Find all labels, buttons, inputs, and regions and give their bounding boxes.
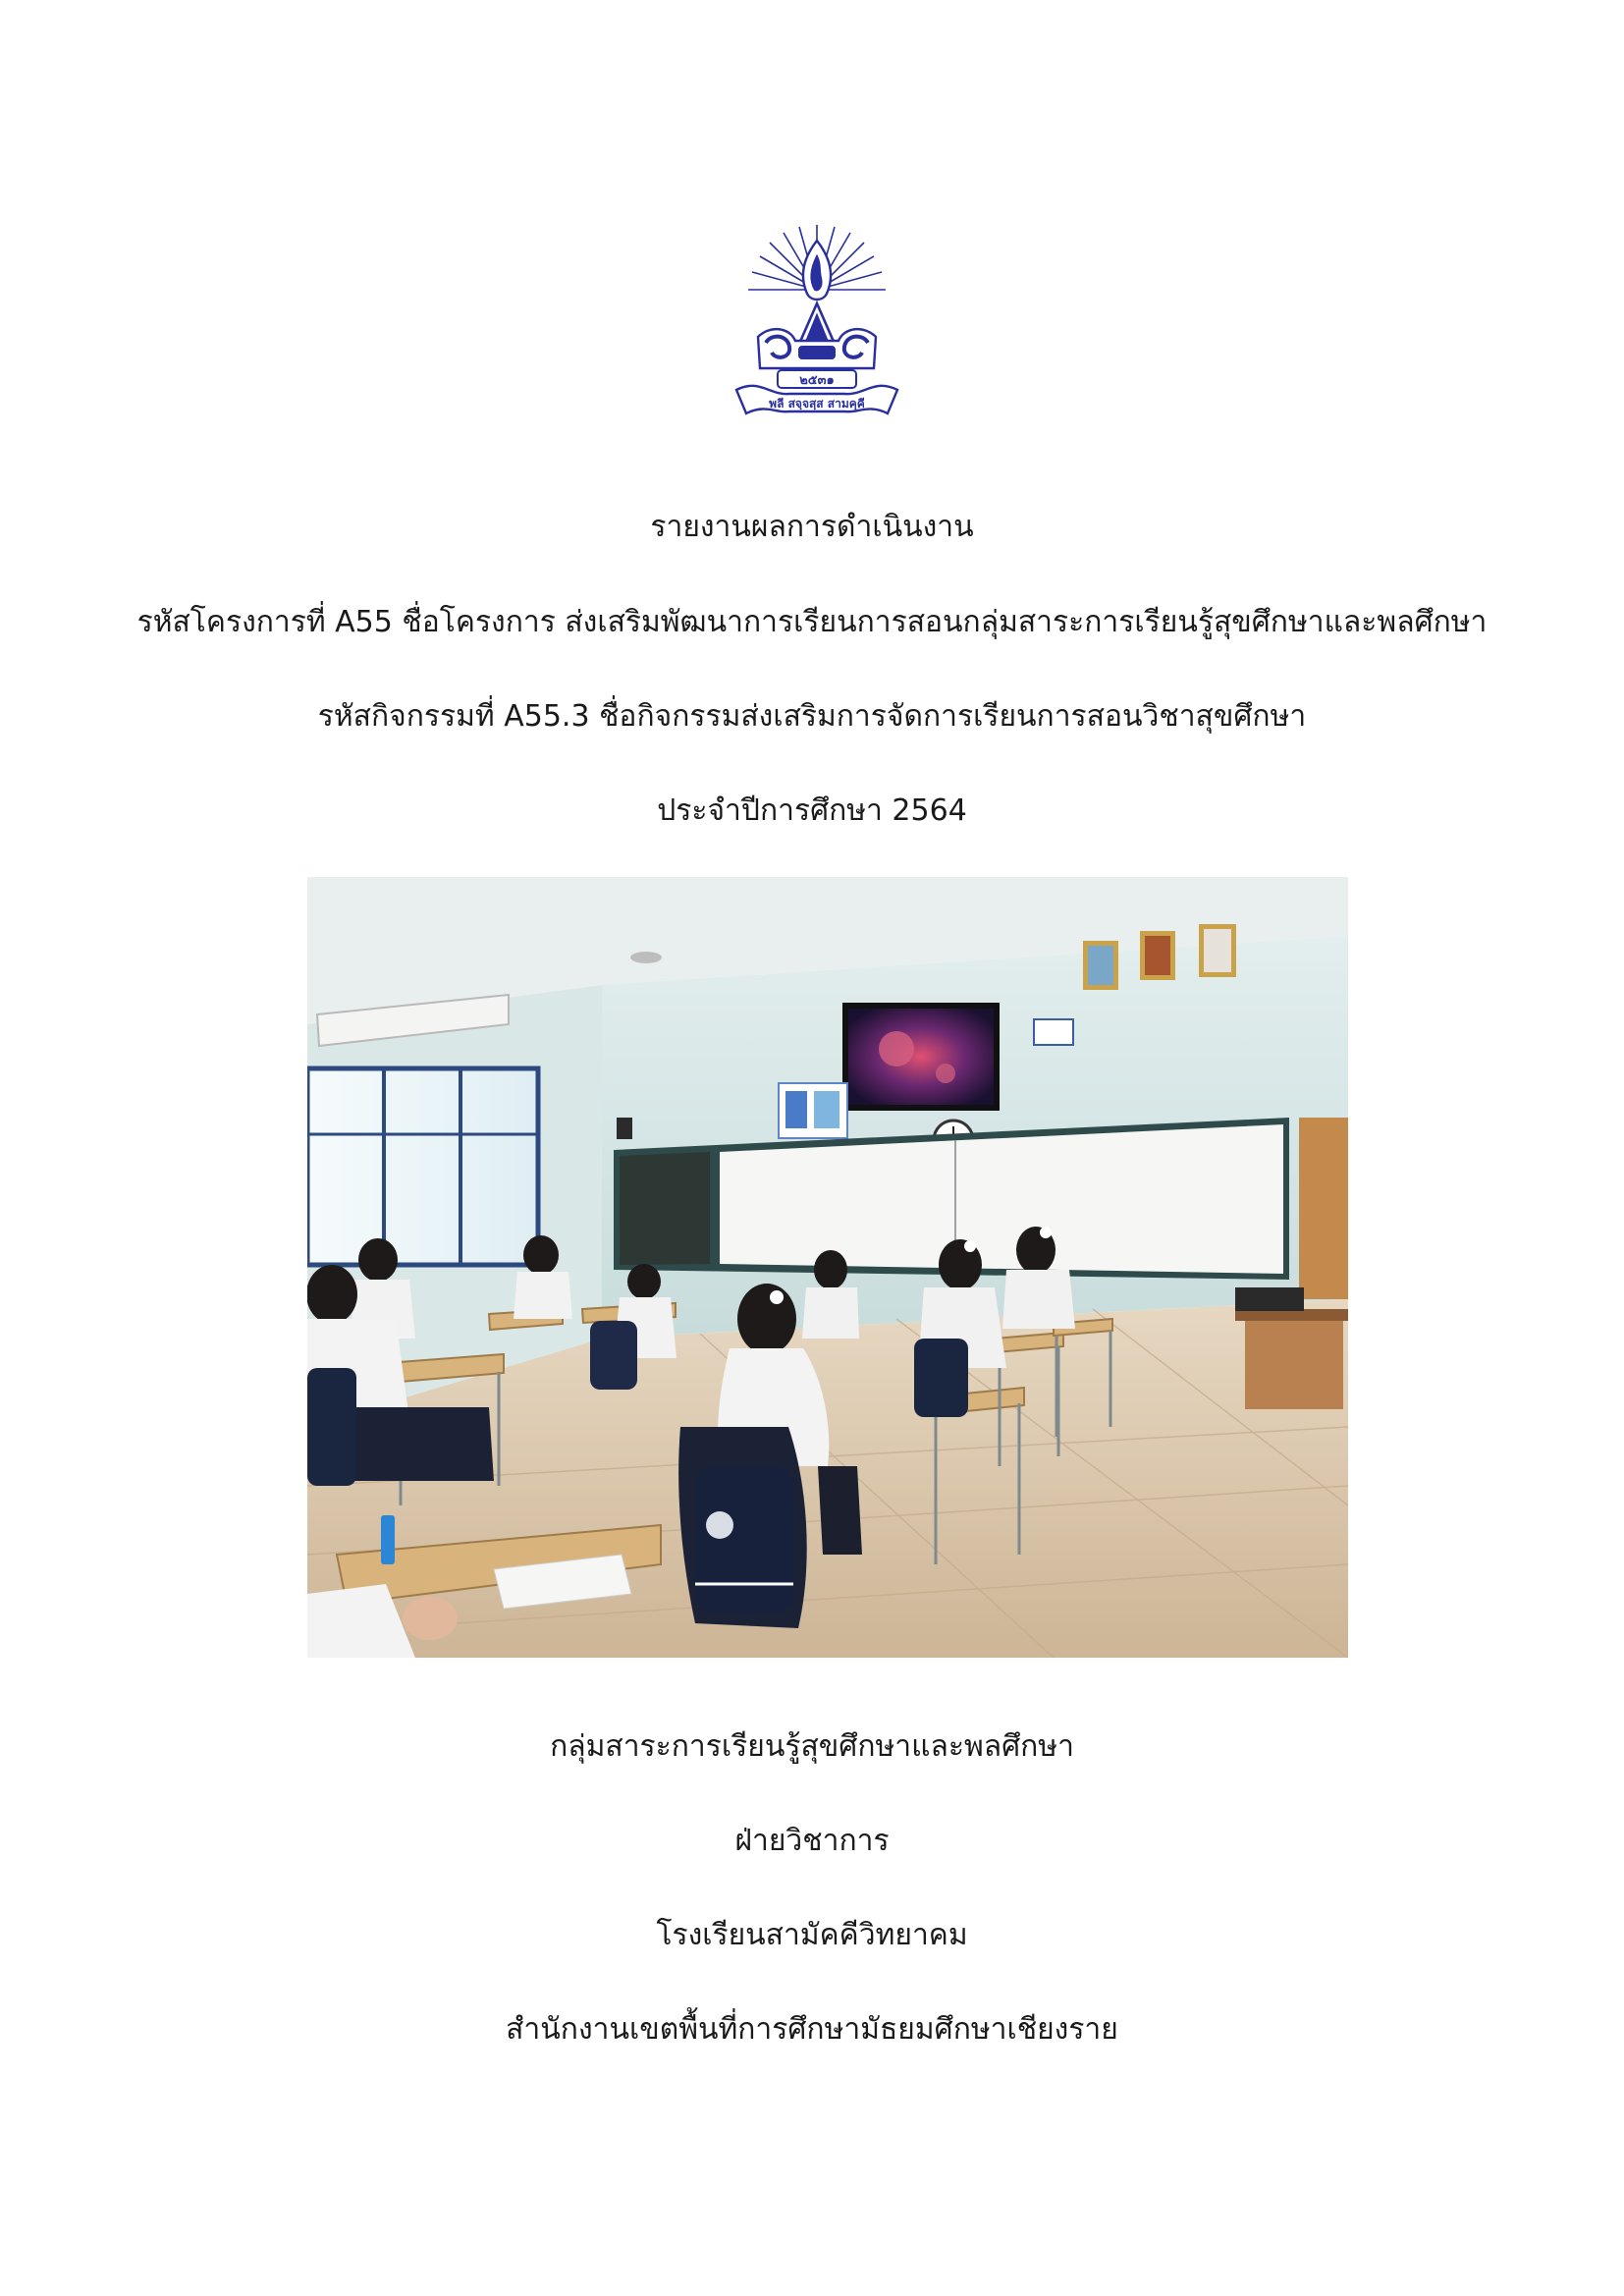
school-emblem-logo <box>731 221 903 422</box>
subject-group-line: กลุ่มสาระการเรียนรู้สุขศึกษาและพลศึกษา <box>550 1729 1074 1764</box>
activity-code-line: รหัสกิจกรรมที่ A55.3 ชื่อกิจกรรมส่งเสริมการจัดการเรียนการสอนวิชาสุขศึกษา <box>317 699 1307 734</box>
svg-text:พลี สจฺจสฺส สามคฺคี: พลี สจฺจสฺส สามคฺคี <box>769 397 865 410</box>
academic-year-line: ประจำปีการศึกษา 2564 <box>657 793 967 828</box>
department-line: ฝ่ายวิชาการ <box>734 1824 890 1858</box>
project-code-line: รหัสโครงการที่ A55 ชื่อโครงการ ส่งเสริมพัฒนาการเรียนการสอนกลุ่มสาระการเรียนรู้สุขศึกษาและพลศึกษา <box>136 605 1488 639</box>
svg-text:๒๕๓๑: ๒๕๓๑ <box>799 373 835 388</box>
education-office-line: สำนักงานเขตพื้นที่การศึกษามัธยมศึกษาเชียงราย <box>506 2012 1118 2047</box>
report-title: รายงานผลการดำเนินงาน <box>650 510 974 544</box>
school-name-line: โรงเรียนสามัคคีวิทยาคม <box>656 1918 968 1952</box>
classroom-photo <box>307 877 1348 1658</box>
